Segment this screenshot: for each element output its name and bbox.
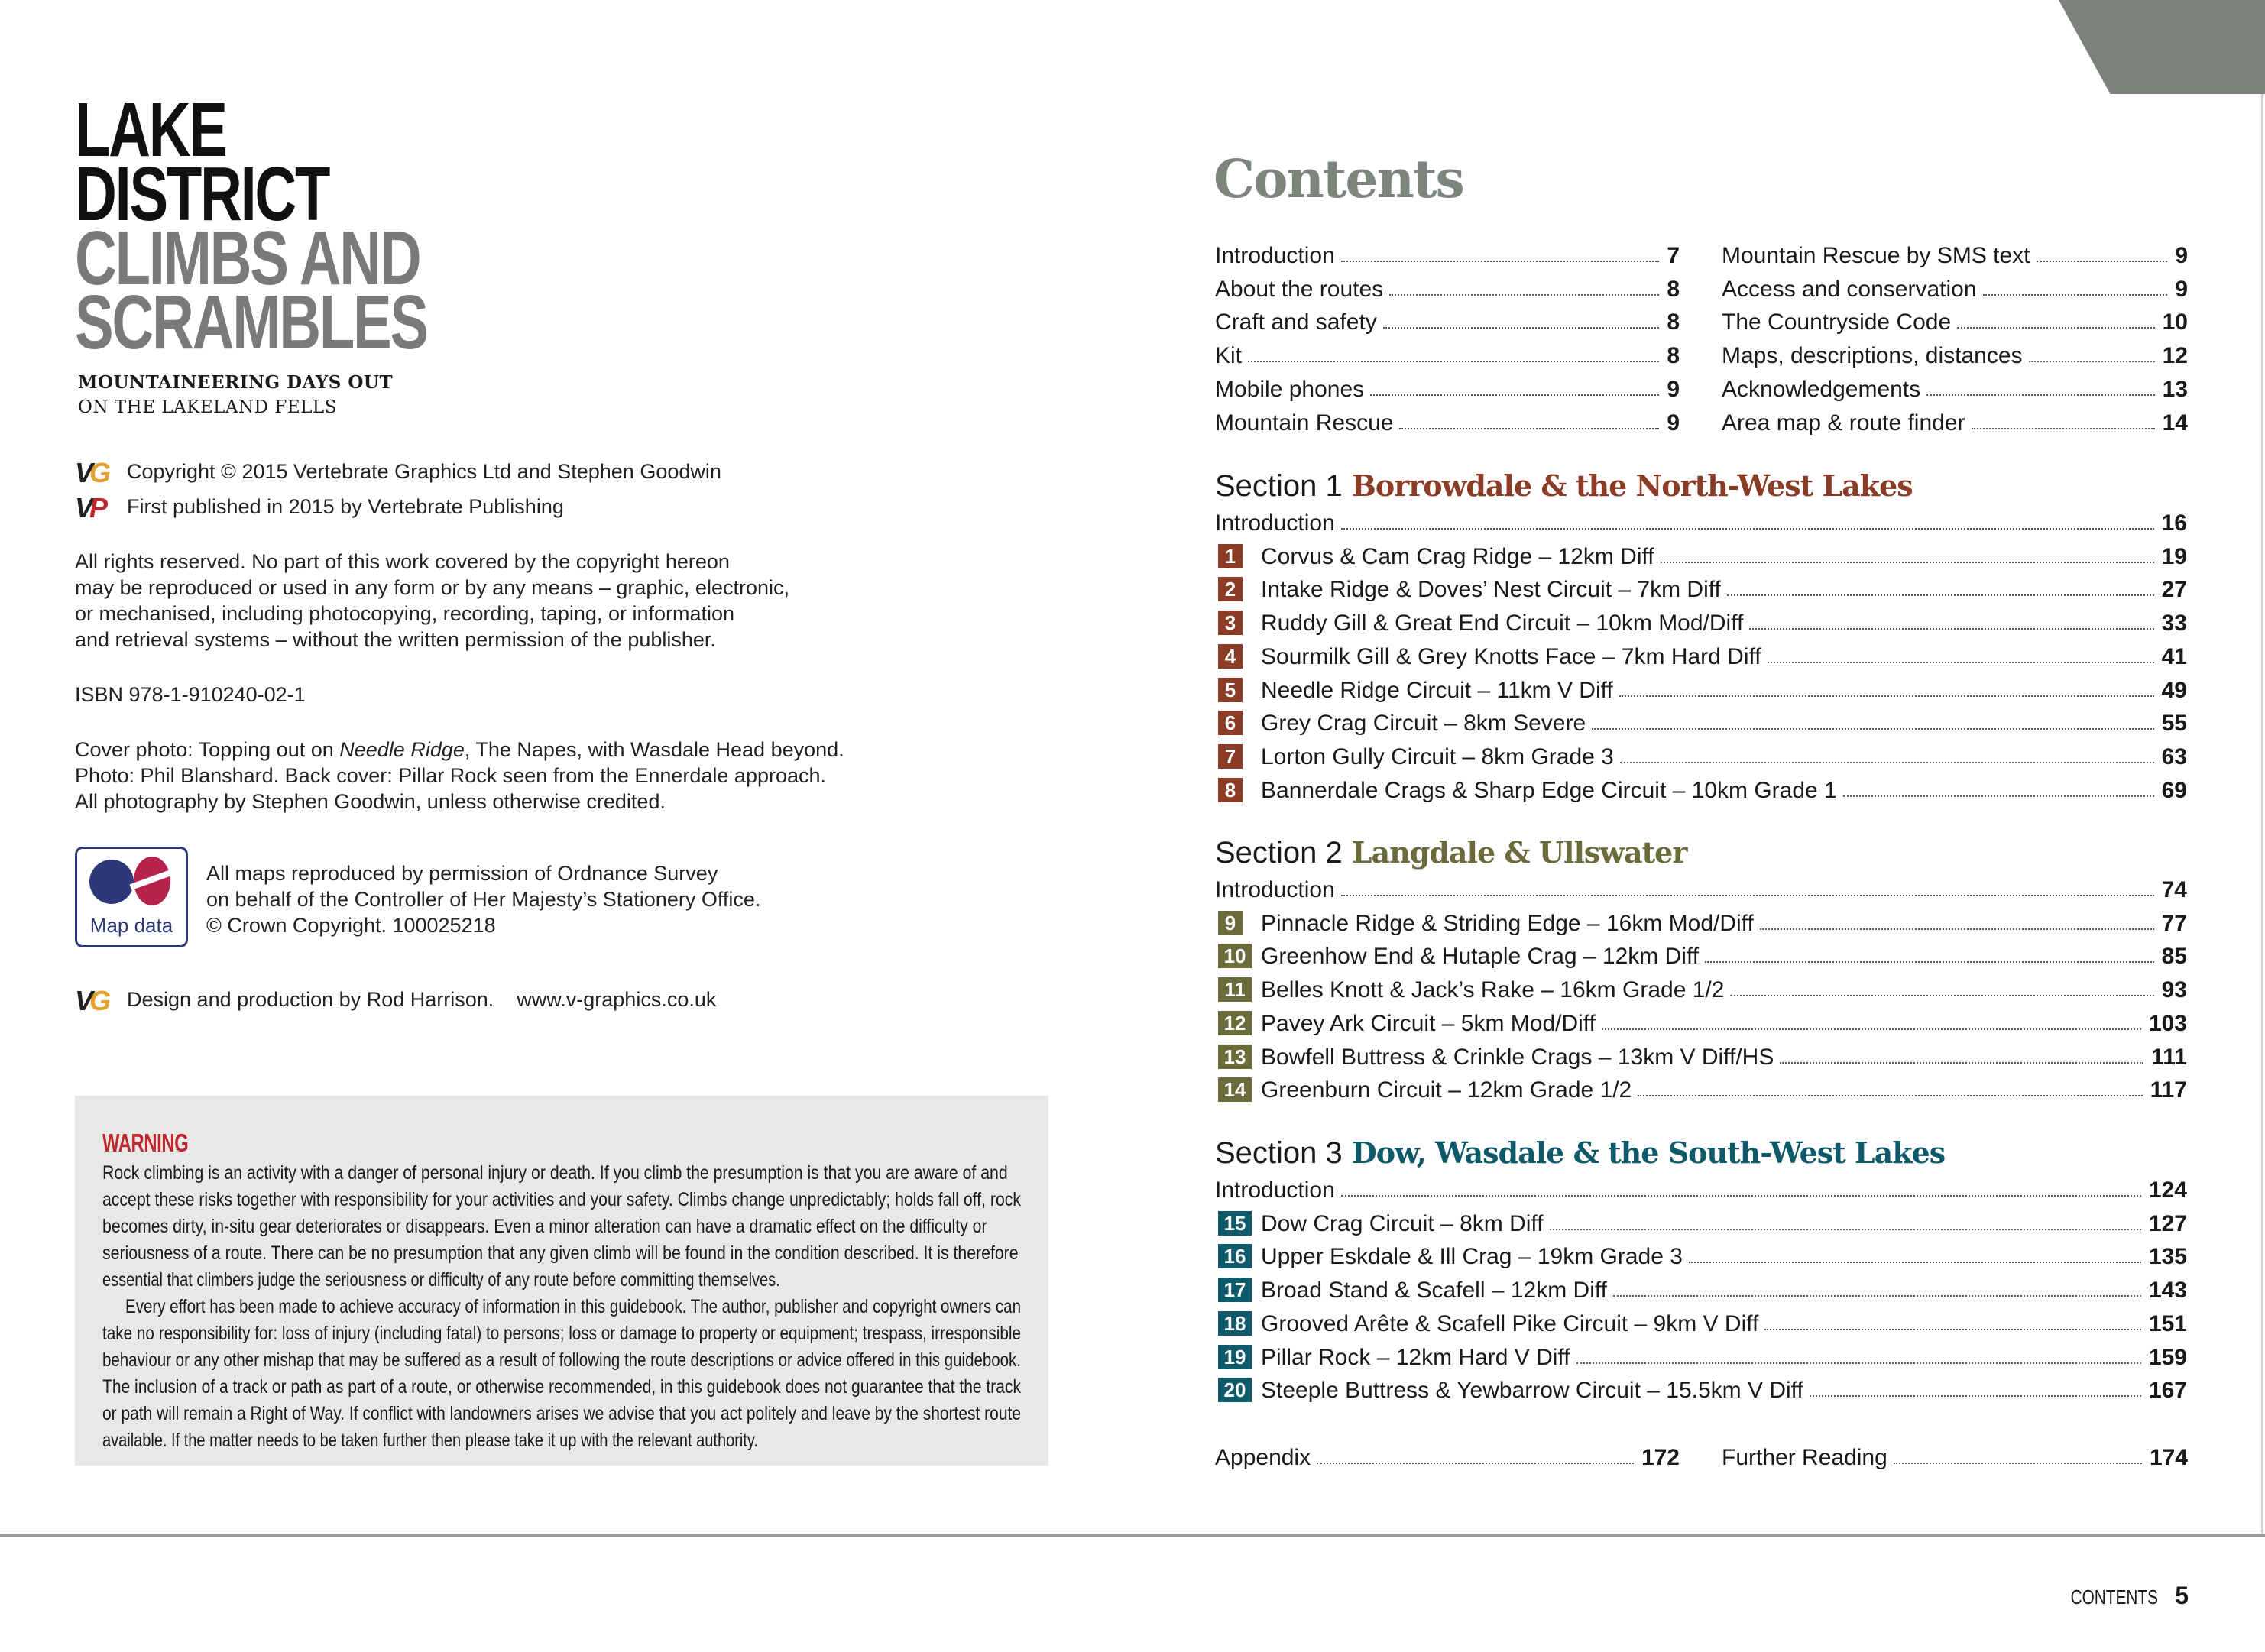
toc-entry[interactable] — [1218, 1239, 2187, 1270]
rights-line: or mechanised, including photocopying, recording, taping, or information — [75, 602, 735, 625]
toc-entry-page: 13 — [2162, 376, 2188, 402]
toc-entry-label: Appendix — [1215, 1445, 1311, 1470]
toc-entry-label: Mobile phones — [1215, 376, 1365, 402]
route-number-badge: 7 — [1218, 744, 1243, 769]
toc-entry-page: 85 — [2161, 944, 2187, 970]
toc-entry[interactable] — [1722, 338, 2188, 369]
dot-leader — [1661, 562, 2154, 563]
dot-leader — [1689, 1262, 2141, 1263]
toc-entry-label: Access and conservation — [1722, 276, 1977, 302]
toc-entry-page: 16 — [2161, 510, 2187, 536]
warning-line-text: essential that climbers judge the seriousness or difficulty of any route before committing themselves. — [102, 1269, 780, 1291]
toc-entry-label: Grooved Arête & Scafell Pike Circuit – 9km V Diff — [1261, 1310, 1759, 1336]
toc-entry[interactable] — [1722, 372, 2188, 403]
warning-line — [102, 1320, 1021, 1347]
toc-entry[interactable] — [1215, 406, 1680, 436]
toc-entry[interactable] — [1215, 1440, 1680, 1471]
dot-leader — [1550, 1229, 2141, 1230]
route-number-badge: 20 — [1218, 1378, 1252, 1402]
os-line: © Crown Copyright. 100025218 — [206, 914, 496, 937]
section-name: Borrowdale & the North-West Lakes — [1351, 468, 1913, 503]
cover-credit-route: Needle Ridge — [339, 738, 465, 761]
toc-entry[interactable] — [1722, 272, 2188, 303]
warning-line — [102, 1427, 1021, 1454]
dot-leader — [1705, 961, 2154, 963]
os-label: Map data — [89, 914, 173, 937]
dot-leader — [1341, 261, 1660, 262]
toc-entry[interactable] — [1218, 740, 2187, 770]
toc-entry-page: 135 — [2148, 1244, 2187, 1270]
vg-logo-icon: VG — [75, 984, 108, 1016]
toc-entry-label: Dow Crag Circuit – 8km Diff — [1261, 1210, 1544, 1236]
warning-line — [102, 1187, 1021, 1213]
toc-entry[interactable] — [1215, 272, 1680, 303]
warning-line-text: or path will remain a Right of Way. If conflict with landowners arises we advise that you act politely and leave by the shortest route — [102, 1403, 1021, 1424]
dot-leader — [1638, 1095, 2142, 1096]
design-credit: Design and production by Rod Harrison. — [127, 988, 494, 1011]
toc-entry[interactable] — [1218, 973, 2187, 1003]
page-footer — [2049, 1582, 2189, 1610]
warning-line — [102, 1401, 1021, 1427]
dot-leader — [2037, 261, 2168, 262]
toc-entry-page: 8 — [1667, 309, 1680, 335]
route-number-badge: 8 — [1218, 778, 1243, 802]
warning-line — [102, 1213, 1021, 1240]
warning-title: WARNING — [102, 1129, 189, 1157]
book-title-climbs: CLIMBS AND — [75, 215, 420, 301]
warning-line — [102, 1160, 1021, 1187]
dot-leader — [1592, 728, 2153, 730]
route-number-badge: 9 — [1218, 911, 1243, 935]
toc-entry-label: Upper Eskdale & Ill Crag – 19km Grade 3 — [1261, 1244, 1683, 1270]
toc-entry-page: 41 — [2161, 643, 2187, 669]
toc-entry-label: Greenburn Circuit – 12km Grade 1/2 — [1261, 1077, 1632, 1103]
toc-entry-page: 74 — [2161, 877, 2187, 902]
route-number-badge: 16 — [1218, 1244, 1252, 1268]
warning-text — [102, 1160, 1021, 1454]
toc-entry[interactable] — [1722, 1440, 2188, 1471]
design-line — [75, 986, 716, 1015]
toc-entry-label: Craft and safety — [1215, 309, 1377, 335]
toc-entry[interactable] — [1215, 1173, 2187, 1203]
toc-entry[interactable] — [1218, 1373, 2187, 1404]
toc-entry-page: 8 — [1667, 343, 1680, 369]
warning-line-text: accept these risks together with responsibility for your activities and your safety. Climbs change unpredictably; holds fall off, rock — [102, 1189, 1021, 1210]
toc-entry-page: 172 — [1641, 1445, 1680, 1470]
section-heading — [1215, 835, 1687, 870]
toc-entry-page: 27 — [2161, 577, 2187, 603]
toc-entry-label: Steeple Buttress & Yewbarrow Circuit – 15.5km V Diff — [1261, 1378, 1803, 1404]
toc-entry[interactable] — [1722, 305, 2188, 335]
warning-line-text: becomes dirty, in-situ gear deteriorates or disappears. Even a minor alteration can have a dramatic effect on the difficulty or — [102, 1216, 987, 1237]
running-head: CONTENTS — [2070, 1586, 2159, 1608]
toc-entry-label: Further Reading — [1722, 1445, 1888, 1470]
toc-entry-page: 9 — [2175, 243, 2188, 268]
book-title-district: DISTRICT — [75, 151, 329, 237]
route-number-badge: 15 — [1218, 1211, 1252, 1236]
toc-entry-page: 49 — [2161, 677, 2187, 703]
dot-leader — [1730, 995, 2153, 996]
toc-entry-label: Broad Stand & Scafell – 12km Diff — [1261, 1278, 1608, 1304]
dot-leader — [1389, 294, 1659, 296]
toc-entry-page: 8 — [1667, 276, 1680, 302]
route-number-badge: 10 — [1218, 944, 1252, 968]
route-number-badge: 1 — [1218, 544, 1243, 568]
warning-line — [102, 1374, 1021, 1401]
page-edge — [2261, 94, 2263, 1535]
os-line: All maps reproduced by permission of Ordnance Survey — [206, 862, 718, 885]
toc-entry[interactable] — [1215, 338, 1680, 369]
toc-entry[interactable] — [1218, 673, 2187, 704]
toc-entry[interactable] — [1215, 372, 1680, 403]
toc-entry-label: Introduction — [1215, 1177, 1335, 1203]
dot-leader — [1894, 1463, 2142, 1464]
toc-entry-label: Lorton Gully Circuit – 8km Grade 3 — [1261, 743, 1614, 769]
toc-entry[interactable] — [1218, 773, 2187, 804]
warning-box — [75, 1096, 1048, 1466]
toc-entry-page: 9 — [1667, 376, 1680, 402]
route-number-badge: 2 — [1218, 577, 1243, 601]
cover-credit-pre: Cover photo: Topping out on — [75, 738, 340, 761]
dot-leader — [1383, 327, 1660, 329]
toc-entry-label: Acknowledgements — [1722, 376, 1921, 402]
dot-leader — [2029, 361, 2155, 362]
toc-entry-page: 63 — [2161, 743, 2187, 769]
toc-entry-page: 103 — [2148, 1010, 2187, 1036]
warning-line-text: seriousness of a route. There can be no presumption that any given climb will be found in the condition described. It is therefore — [102, 1242, 1019, 1264]
cover-credit-post: , The Napes, with Wasdale Head beyond. — [464, 738, 844, 761]
toc-entry-label: Pinnacle Ridge & Striding Edge – 16km Mod/Diff — [1261, 910, 1754, 936]
website-link[interactable]: www.v-graphics.co.uk — [517, 988, 717, 1011]
toc-entry[interactable] — [1218, 906, 2187, 937]
vg-logo-icon: VG — [75, 456, 108, 488]
dot-leader — [1768, 662, 2154, 663]
warning-line-text: behaviour or any other mishap that may be suffered as a result of following the route descriptions or advice offered in this guidebook. — [102, 1349, 1021, 1371]
cover-credit — [75, 737, 844, 763]
dot-leader — [1972, 428, 2155, 429]
toc-entry-page: 151 — [2148, 1310, 2187, 1336]
toc-entry-page: 127 — [2148, 1210, 2187, 1236]
dot-leader — [1370, 394, 1659, 396]
toc-entry-label: Sourmilk Gill & Grey Knotts Face – 7km Hard Diff — [1261, 643, 1761, 669]
isbn: ISBN 978-1-910240-02-1 — [75, 683, 306, 706]
toc-entry-page: 9 — [2175, 276, 2188, 302]
route-number-badge: 13 — [1218, 1045, 1252, 1069]
toc-entry-label: Mountain Rescue by SMS text — [1722, 243, 2030, 268]
footer-rule — [0, 1534, 2265, 1537]
toc-entry[interactable] — [1218, 640, 2187, 670]
section-heading — [1215, 1135, 1945, 1171]
toc-entry-label: Pavey Ark Circuit – 5km Mod/Diff — [1261, 1010, 1596, 1036]
toc-entry[interactable] — [1722, 406, 2188, 436]
os-notice — [206, 860, 760, 938]
route-number-badge: 14 — [1218, 1077, 1252, 1102]
toc-entry-page: 143 — [2148, 1278, 2187, 1304]
os-o-icon — [89, 860, 134, 904]
section-heading — [1215, 468, 1913, 504]
toc-entry-page: 124 — [2148, 1177, 2187, 1203]
toc-entry-page: 7 — [1667, 243, 1680, 268]
dot-leader — [1317, 1463, 1634, 1464]
route-number-badge: 19 — [1218, 1345, 1252, 1369]
toc-entry-page: 159 — [2148, 1344, 2187, 1370]
photo-credit-line: All photography by Stephen Goodwin, unless otherwise credited. — [75, 790, 666, 813]
toc-entry[interactable] — [1218, 706, 2187, 737]
warning-line-text: take no responsibility for: loss of injury (including fatal) to persons; loss or damage to property or equipment; trespass, irresponsible — [102, 1323, 1021, 1344]
toc-entry-page: 174 — [2149, 1445, 2188, 1470]
section-name: Dow, Wasdale & the South-West Lakes — [1351, 1135, 1946, 1170]
rights-notice — [75, 549, 789, 653]
dot-leader — [1620, 762, 2154, 763]
page-number: 5 — [2175, 1582, 2189, 1609]
subtitle-line1: MOUNTAINEERING DAYS OUT — [78, 372, 394, 393]
toc-entry-label: Kit — [1215, 343, 1243, 369]
dot-leader — [1576, 1362, 2141, 1364]
warning-line — [102, 1267, 1021, 1294]
os-map-data-logo — [75, 847, 188, 947]
dot-leader — [1749, 628, 2153, 630]
dot-leader — [1341, 895, 2154, 896]
os-line: on behalf of the Controller of Her Majesty’s Stationery Office. — [206, 888, 761, 911]
dot-leader — [1760, 928, 2154, 930]
rights-line: and retrieval systems – without the written permission of the publisher. — [75, 628, 716, 651]
warning-line-text: Every effort has been made to achieve accuracy of information in this guidebook. The author, publisher and copyright owners can — [125, 1296, 1021, 1317]
dot-leader — [1727, 594, 2154, 596]
toc-entry-page: 117 — [2150, 1077, 2187, 1103]
copyright-line — [75, 458, 721, 487]
section-number: Section 1 — [1215, 469, 1343, 503]
dot-leader — [1957, 327, 2154, 329]
toc-entry[interactable] — [1215, 506, 2187, 536]
toc-entry-label: Grey Crag Circuit – 8km Severe — [1261, 711, 1586, 737]
toc-entry-label: Introduction — [1215, 243, 1335, 268]
warning-line-text: available. If the matter needs to be taken further then please take it up with the relevant authority. — [102, 1430, 758, 1451]
dot-leader — [1619, 695, 2154, 697]
toc-entry-label: Introduction — [1215, 510, 1335, 536]
toc-entry-page: 111 — [2151, 1044, 2187, 1070]
warning-line-text: Rock climbing is an activity with a danger of personal injury or death. If you climb the presumption is that you are aware of and — [102, 1162, 1008, 1184]
dot-leader — [1764, 1329, 2141, 1330]
toc-entry-page: 93 — [2161, 977, 2187, 1003]
toc-entry[interactable] — [1218, 572, 2187, 603]
subtitle-line2: ON THE LAKELAND FELLS — [78, 397, 337, 417]
toc-entry[interactable] — [1218, 1340, 2187, 1371]
toc-entry[interactable] — [1215, 238, 1680, 269]
toc-entry-label: Needle Ridge Circuit – 11km V Diff — [1261, 677, 1613, 703]
os-s-icon — [134, 857, 170, 905]
toc-entry-label: Area map & route finder — [1722, 410, 1965, 436]
toc-entry-page: 19 — [2161, 543, 2187, 569]
toc-entry-page: 69 — [2161, 777, 2187, 803]
route-number-badge: 18 — [1218, 1311, 1252, 1336]
corner-tab — [2059, 0, 2265, 94]
book-title-scrambles: SCRAMBLES — [75, 280, 427, 365]
route-number-badge: 11 — [1218, 977, 1252, 1002]
route-number-badge: 4 — [1218, 644, 1243, 669]
toc-entry-label: Intake Ridge & Doves’ Nest Circuit – 7km Diff — [1261, 577, 1721, 603]
toc-entry-label: Greenhow End & Hutaple Crag – 12km Diff — [1261, 944, 1700, 970]
toc-entry[interactable] — [1218, 1307, 2187, 1337]
dot-leader — [1983, 294, 2168, 296]
warning-line — [102, 1294, 1021, 1320]
toc-entry-label: The Countryside Code — [1722, 309, 1952, 335]
toc-entry-page: 33 — [2161, 611, 2187, 637]
dot-leader — [1843, 795, 2154, 797]
toc-entry[interactable] — [1218, 539, 2187, 570]
section-number: Section 2 — [1215, 836, 1343, 870]
toc-entry-page: 167 — [2148, 1378, 2187, 1404]
toc-entry-label: Bannerdale Crags & Sharp Edge Circuit – 10km Grade 1 — [1261, 777, 1837, 803]
copyright-text: Copyright © 2015 Vertebrate Graphics Ltd and Stephen Goodwin — [127, 460, 721, 483]
dot-leader — [1602, 1028, 2141, 1030]
route-number-badge: 17 — [1218, 1278, 1252, 1302]
rights-line: may be reproduced or used in any form or by any means – graphic, electronic, — [75, 576, 789, 599]
dot-leader — [1780, 1062, 2143, 1064]
dot-leader — [1248, 361, 1659, 362]
toc-entry[interactable] — [1218, 1207, 2187, 1237]
section-number: Section 3 — [1215, 1136, 1343, 1170]
route-number-badge: 12 — [1218, 1011, 1252, 1035]
toc-entry-page: 77 — [2161, 910, 2187, 936]
dot-leader — [1810, 1395, 2141, 1397]
dot-leader — [1341, 1195, 2141, 1197]
toc-entry-label: About the routes — [1215, 276, 1384, 302]
toc-entry[interactable] — [1218, 1273, 2187, 1304]
section-name: Langdale & Ullswater — [1351, 835, 1687, 870]
dot-leader — [1926, 394, 2154, 396]
toc-entry-page: 14 — [2162, 410, 2188, 436]
photo-credit-line: Photo: Phil Blanshard. Back cover: Pillar Rock seen from the Ennerdale approach. — [75, 764, 827, 787]
rights-line: All rights reserved. No part of this work covered by the copyright hereon — [75, 550, 730, 573]
toc-entry[interactable] — [1722, 238, 2188, 269]
toc-entry[interactable] — [1215, 873, 2187, 903]
route-number-badge: 3 — [1218, 611, 1243, 635]
warning-line — [102, 1347, 1021, 1374]
toc-entry-label: Pillar Rock – 12km Hard V Diff — [1261, 1344, 1570, 1370]
toc-entry[interactable] — [1218, 939, 2187, 970]
published-line — [75, 491, 564, 523]
toc-entry-label: Maps, descriptions, distances — [1722, 343, 2023, 369]
photo-credits — [75, 737, 844, 815]
warning-line — [102, 1240, 1021, 1267]
route-number-badge: 5 — [1218, 678, 1243, 702]
toc-entry-label: Mountain Rescue — [1215, 410, 1394, 436]
toc-entry[interactable] — [1218, 1006, 2187, 1037]
warning-line-text: The inclusion of a track or path as part of a route, or otherwise recommended, in this guidebook does not guarantee that the track — [102, 1376, 1021, 1398]
toc-entry[interactable] — [1218, 1073, 2187, 1103]
toc-entry-label: Ruddy Gill & Great End Circuit – 10km Mod/Diff — [1261, 611, 1744, 637]
toc-entry[interactable] — [1218, 606, 2187, 637]
vp-logo-icon: VP — [75, 491, 105, 523]
toc-entry-label: Belles Knott & Jack’s Rake – 16km Grade 1/2 — [1261, 977, 1725, 1003]
contents-title: Contents — [1214, 149, 1463, 210]
dot-leader — [1613, 1295, 2141, 1297]
toc-entry-label: Corvus & Cam Crag Ridge – 12km Diff — [1261, 543, 1654, 569]
dot-leader — [1341, 528, 2154, 530]
toc-entry-label: Introduction — [1215, 877, 1335, 902]
toc-entry-page: 55 — [2161, 711, 2187, 737]
toc-entry-page: 9 — [1667, 410, 1680, 436]
toc-entry-page: 12 — [2162, 343, 2188, 369]
toc-entry[interactable] — [1215, 305, 1680, 335]
toc-entry-page: 10 — [2162, 309, 2188, 335]
toc-entry-label: Bowfell Buttress & Crinkle Crags – 13km V Diff/HS — [1261, 1044, 1774, 1070]
toc-entry[interactable] — [1218, 1040, 2187, 1071]
published-text: First published in 2015 by Vertebrate Publishing — [127, 495, 564, 518]
route-number-badge: 6 — [1218, 711, 1243, 735]
dot-leader — [1399, 428, 1659, 429]
book-title-lake: LAKE — [75, 87, 226, 173]
